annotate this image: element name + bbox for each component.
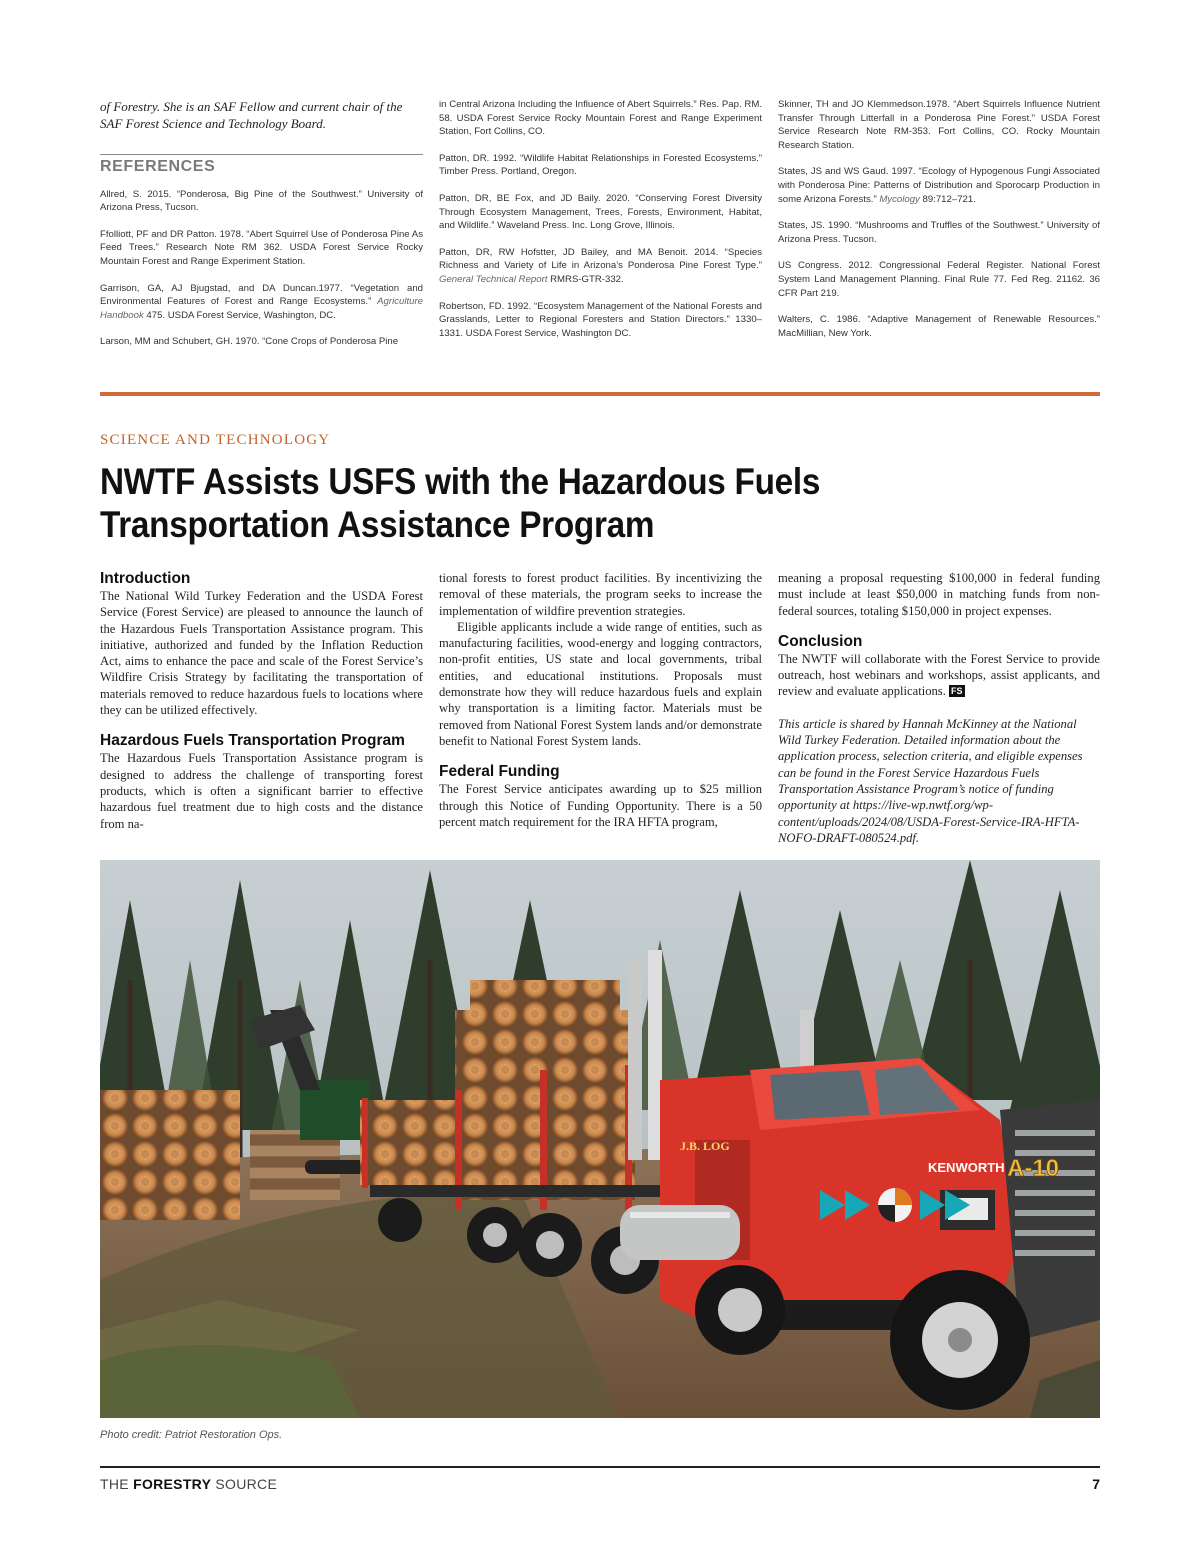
- reference-entry: Patton, DR. 1992. “Wildlife Habitat Relationships in Forested Ecosystems.” Timber Press. Portland, Oregon.: [439, 152, 762, 178]
- footer-rule: [100, 1466, 1100, 1468]
- intro-paragraph: The National Wild Turkey Federation and the USDA Forest Service (Forest Service) are pleased to announce the launch of the Hazardous Fuels Transportation Assistance program. This initiative, authorized and funded by the Inflation Reduction Act, aims to enhance the pace and scale of the Forest Service’s Wildfire Crisis Strategy by facilitating the transportation of materials removed to reduce hazardous fuels to locations where they can be utilized effectively.: [100, 589, 423, 718]
- eligible-paragraph: Eligible applicants include a wide range of entities, such as manufacturing facilities, wood-energy and logging contractors, non-profit entities, US state and local governments, tribal entities, and educational institutions. Proposals must demonstrate how they will reduce hazardous fuels and explain why transportation is a limiting factor. Materials must be removed from National Forest System lands and/or demonstrate benefit to National Forest System lands.: [439, 619, 762, 748]
- logging-truck-illustration: [100, 860, 1100, 1418]
- reference-publication: Mycology: [879, 193, 920, 205]
- article-title: [100, 460, 910, 546]
- references-column-2: [439, 98, 762, 353]
- reference-list: [439, 98, 762, 340]
- page-number: 7: [1092, 1476, 1100, 1492]
- reference-entry: Allred, S. 2015. “Ponderosa, Big Pine of the Southwest.” University of Arizona Press, Tucson.: [100, 188, 423, 214]
- reference-entry: Skinner, TH and JO Klemmedson.1978. “Abert Squirrels Influence Nutrient Transfer Through Litterfall in a Ponderosa Pine Forest.” USDA Forest Service Research Note RM-353. Fort Collins, CO. Rocky Mountain Research Station.: [778, 99, 1100, 151]
- references-column-1: [100, 98, 423, 362]
- article-column-1: [100, 570, 423, 832]
- intro-heading: Introduction: [100, 570, 191, 587]
- magazine-name-prefix: THE: [100, 1476, 134, 1492]
- reference-entry: Larson, MM and Schubert, GH. 1970. “Cone Crops of Ponderosa Pine: [100, 336, 399, 348]
- reference-text: 475. USDA Forest Service, Washington, DC.: [143, 309, 336, 321]
- article-title-line-2: Transportation Assistance Program: [100, 504, 655, 545]
- reference-entry: States, JS. 1990. “Mushrooms and Truffles of the Southwest.” University of Arizona Press. Tucson.: [778, 220, 1100, 245]
- reference-entry: Robertson, FD. 1992. “Ecosystem Management of the National Forests and Grasslands, Letter to Regional Foresters and Station Directors.” 1330–1331. USDA Forest Service, Washington DC.: [439, 300, 762, 339]
- conclusion-paragraph: [778, 651, 1100, 700]
- author-bio-fragment: of Forestry. She is an SAF Fellow and current chair of the SAF Forest Science and Technology Board.: [100, 99, 403, 131]
- conclusion-heading: Conclusion: [778, 632, 863, 650]
- article-column-2: [439, 570, 762, 830]
- reference-publication: General Technical Report: [439, 273, 548, 285]
- article-column-3: [778, 570, 1100, 846]
- reference-publication: Agriculture Handbook: [100, 296, 423, 321]
- program-paragraph: The Hazardous Fuels Transportation Assistance program is designed to address the challenge of transporting forest products, which is often a significant barrier to effective hazardous fuel treatment due to high costs and the distance from na-: [100, 751, 423, 831]
- section-divider: [100, 392, 1100, 396]
- reference-text: RMRS-GTR-332.: [547, 273, 624, 285]
- truck-door-text: J.B. LOG: [680, 1139, 730, 1153]
- photo-credit: Photo credit: Patriot Restoration Ops.: [100, 1429, 283, 1441]
- reference-entry: US Congress. 2012. Congressional Federal Register. National Forest System Land Management Planning. Final Rule 77. Fed Reg. 21162. 36 CFR Part 219.: [778, 260, 1100, 299]
- references-heading: REFERENCES: [100, 158, 216, 175]
- program-heading: Hazardous Fuels Transportation Program: [100, 732, 405, 750]
- truck-brand-text: KENWORTH: [928, 1160, 1005, 1175]
- funding-heading: Federal Funding: [439, 763, 560, 781]
- reference-text: Patton, DR, RW Hofstter, JD Bailey, and MA Benoit. 2014. “Species Richness and Variety of Life in Arizona’s Ponderosa Pine Forest Type.”: [439, 246, 762, 272]
- reference-entry: Walters, C. 1986. “Adaptive Management of Renewable Resources.” MacMillian, New York.: [778, 314, 1100, 339]
- end-mark-icon: FS: [951, 686, 963, 697]
- magazine-name-bold: FORESTRY: [133, 1476, 212, 1492]
- reference-entry: Patton, DR, BE Fox, and JD Baily. 2020. “Conserving Forest Diversity Through Ecosystem Management, Trees, Forests, Environment, Habitat, and Wildlife.” Waveland Press. Inc. Long Grove, Illinois.: [439, 192, 762, 232]
- truck-model-text: A-10: [1007, 1155, 1060, 1182]
- references-divider: [100, 154, 423, 155]
- references-column-3: [778, 98, 1100, 353]
- reference-entry: [778, 165, 1100, 206]
- article-title-line-1: NWTF Assists USFS with the Hazardous Fuels: [100, 461, 821, 502]
- reference-list: [100, 188, 423, 349]
- article-attribution-note: This article is shared by Hannah McKinney at the National Wild Turkey Federation. Detailed information about the application process, selection criteria, and eligible expenses can be found in the Forest Service Hazardous Fuels Transportation Assistance Program’s notice of funding opportunity at https://live-wp.nwtf.org/wp-content/uploads/2024/08/USDA-Forest-Service-IRA-HFTA-NOFO-DRAFT-080524.pdf.: [778, 716, 1083, 845]
- reference-text: States, JS and WS Gaud. 1997. “Ecology of Hypogenous Fungi Associated with Ponderosa Pine: Patterns of Distribution and Sporocarp Production in some Arizona Forests.”: [778, 166, 1100, 205]
- article-photo: [100, 860, 1100, 1418]
- magazine-name-suffix: SOURCE: [211, 1476, 278, 1492]
- reference-entry: [439, 246, 762, 287]
- reference-entry: in Central Arizona Including the Influence of Abert Squirrels.” Res. Pap. RM. 58. USDA Forest Service Rocky Mountain Forest and Range Experiment Station, Fort Collins, CO.: [439, 99, 762, 138]
- reference-list: [778, 98, 1100, 340]
- conclusion-text: The NWTF will collaborate with the Forest Service to provide outreach, host webinars and workshops, assist applicants, and review and evaluate applications.: [778, 651, 1100, 699]
- funding-paragraph-continued: meaning a proposal requesting $100,000 in federal funding must include at least $50,000 in matching funds from non-federal sources, totaling $150,000 in project expenses.: [778, 571, 1100, 618]
- reference-text: Garrison, GA, AJ Bjugstad, and DA Duncan.1977. “Vegetation and Environmental Features of Forest and Range Ecosystems.”: [100, 282, 423, 308]
- program-paragraph-continued: tional forests to forest product facilities. By incentivizing the removal of these materials, the program seeks to increase the implementation of wildfire prevention strategies.: [439, 571, 762, 618]
- reference-entry: Ffolliott, PF and DR Patton. 1978. “Abert Squirrel Use of Ponderosa Pine As Feed Trees.” Research Note RM 362. USDA Forest Service Rocky Mountain Forest and Range Experiment Station.: [100, 228, 423, 267]
- funding-paragraph: The Forest Service anticipates awarding up to $25 million through this Notice of Funding Opportunity. There is a 50 percent match requirement for the IRA HFTA program,: [439, 782, 762, 829]
- reference-entry: [100, 282, 423, 323]
- magazine-name: [100, 1476, 277, 1492]
- reference-text: 89:712–721.: [919, 193, 976, 205]
- section-label: SCIENCE AND TECHNOLOGY: [100, 432, 331, 448]
